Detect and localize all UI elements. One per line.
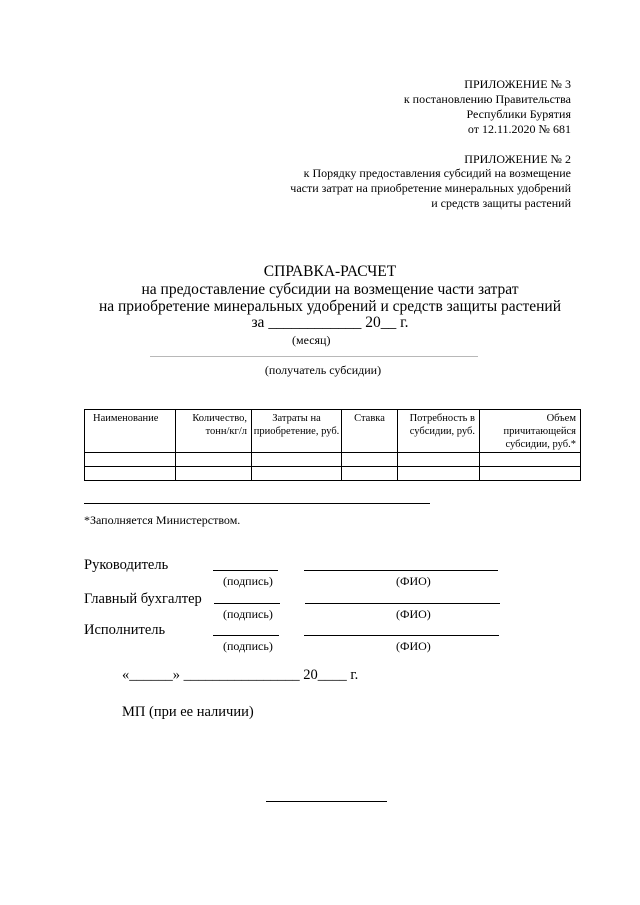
column-header-amount-due: Объем причитающейся субсидии, руб.* bbox=[480, 410, 581, 453]
signature-caption: (подпись) bbox=[223, 639, 273, 653]
heading-line-2: на приобретение минеральных удобрений и средств защиты растений bbox=[98, 298, 562, 315]
signature-caption: (подпись) bbox=[223, 574, 273, 588]
name-line bbox=[304, 570, 498, 571]
appendix-3-line-3: от 12.11.2020 № 681 bbox=[467, 122, 571, 136]
signature-line bbox=[213, 570, 278, 571]
appendix-2-line-2: части затрат на приобретение минеральных удобрений bbox=[290, 181, 571, 195]
heading-line-1: на предоставление субсидии на возмещение части затрат bbox=[141, 281, 519, 298]
appendix-2-line-3: и средств защиты растений bbox=[431, 196, 571, 210]
appendix-2-line-1: к Порядку предоставления субсидий на возмещение bbox=[303, 166, 571, 180]
column-header-rate: Ставка bbox=[342, 410, 398, 453]
table-cell bbox=[176, 467, 252, 481]
signature-role-chief-accountant: Главный бухгалтер bbox=[84, 591, 202, 607]
signature-role-director: Руководитель bbox=[84, 557, 169, 573]
table-cell bbox=[480, 467, 581, 481]
table-cell bbox=[176, 453, 252, 467]
column-header-costs: Затраты на приобретение, руб. bbox=[252, 410, 342, 453]
date-line: «______» ________________ 20____ г. bbox=[122, 667, 359, 683]
name-caption: (ФИО) bbox=[396, 639, 431, 653]
table-header-row bbox=[85, 410, 581, 453]
table-row bbox=[85, 453, 581, 467]
name-caption: (ФИО) bbox=[396, 607, 431, 621]
recipient-line bbox=[150, 356, 478, 357]
table-cell bbox=[398, 467, 480, 481]
signature-line bbox=[214, 603, 280, 604]
appendix-3-line-1: к постановлению Правительства bbox=[403, 92, 571, 106]
column-header-name: Наименование bbox=[85, 410, 176, 453]
footnote-separator bbox=[84, 503, 430, 504]
table-cell bbox=[252, 453, 342, 467]
name-line bbox=[305, 603, 500, 604]
recipient-caption: (получатель субсидии) bbox=[264, 363, 382, 377]
bottom-line bbox=[266, 801, 387, 802]
appendix-3-title: ПРИЛОЖЕНИЕ № 3 bbox=[464, 77, 571, 91]
column-header-quantity: Количество, тонн/кг/л bbox=[176, 410, 252, 453]
table-cell bbox=[85, 453, 176, 467]
table-cell bbox=[252, 467, 342, 481]
column-header-need: Потребность в субсидии, руб. bbox=[398, 410, 480, 453]
period-line: за ____________ 20__ г. bbox=[251, 314, 409, 331]
appendix-3-line-2: Республики Бурятия bbox=[466, 107, 571, 121]
month-caption: (месяц) bbox=[292, 333, 331, 347]
appendix-2-title: ПРИЛОЖЕНИЕ № 2 bbox=[464, 152, 571, 166]
stamp-label: МП (при ее наличии) bbox=[122, 704, 254, 720]
calculation-table bbox=[84, 409, 581, 481]
signature-caption: (подпись) bbox=[223, 607, 273, 621]
name-line bbox=[304, 635, 499, 636]
table-cell bbox=[480, 453, 581, 467]
table-row bbox=[85, 467, 581, 481]
table-cell bbox=[398, 453, 480, 467]
name-caption: (ФИО) bbox=[396, 574, 431, 588]
table-cell bbox=[342, 453, 398, 467]
table-cell bbox=[85, 467, 176, 481]
footnote: *Заполняется Министерством. bbox=[84, 513, 241, 527]
document-title: СПРАВКА-РАСЧЕТ bbox=[263, 263, 397, 280]
table-cell bbox=[342, 467, 398, 481]
signature-role-executor: Исполнитель bbox=[84, 622, 166, 638]
signature-line bbox=[213, 635, 279, 636]
